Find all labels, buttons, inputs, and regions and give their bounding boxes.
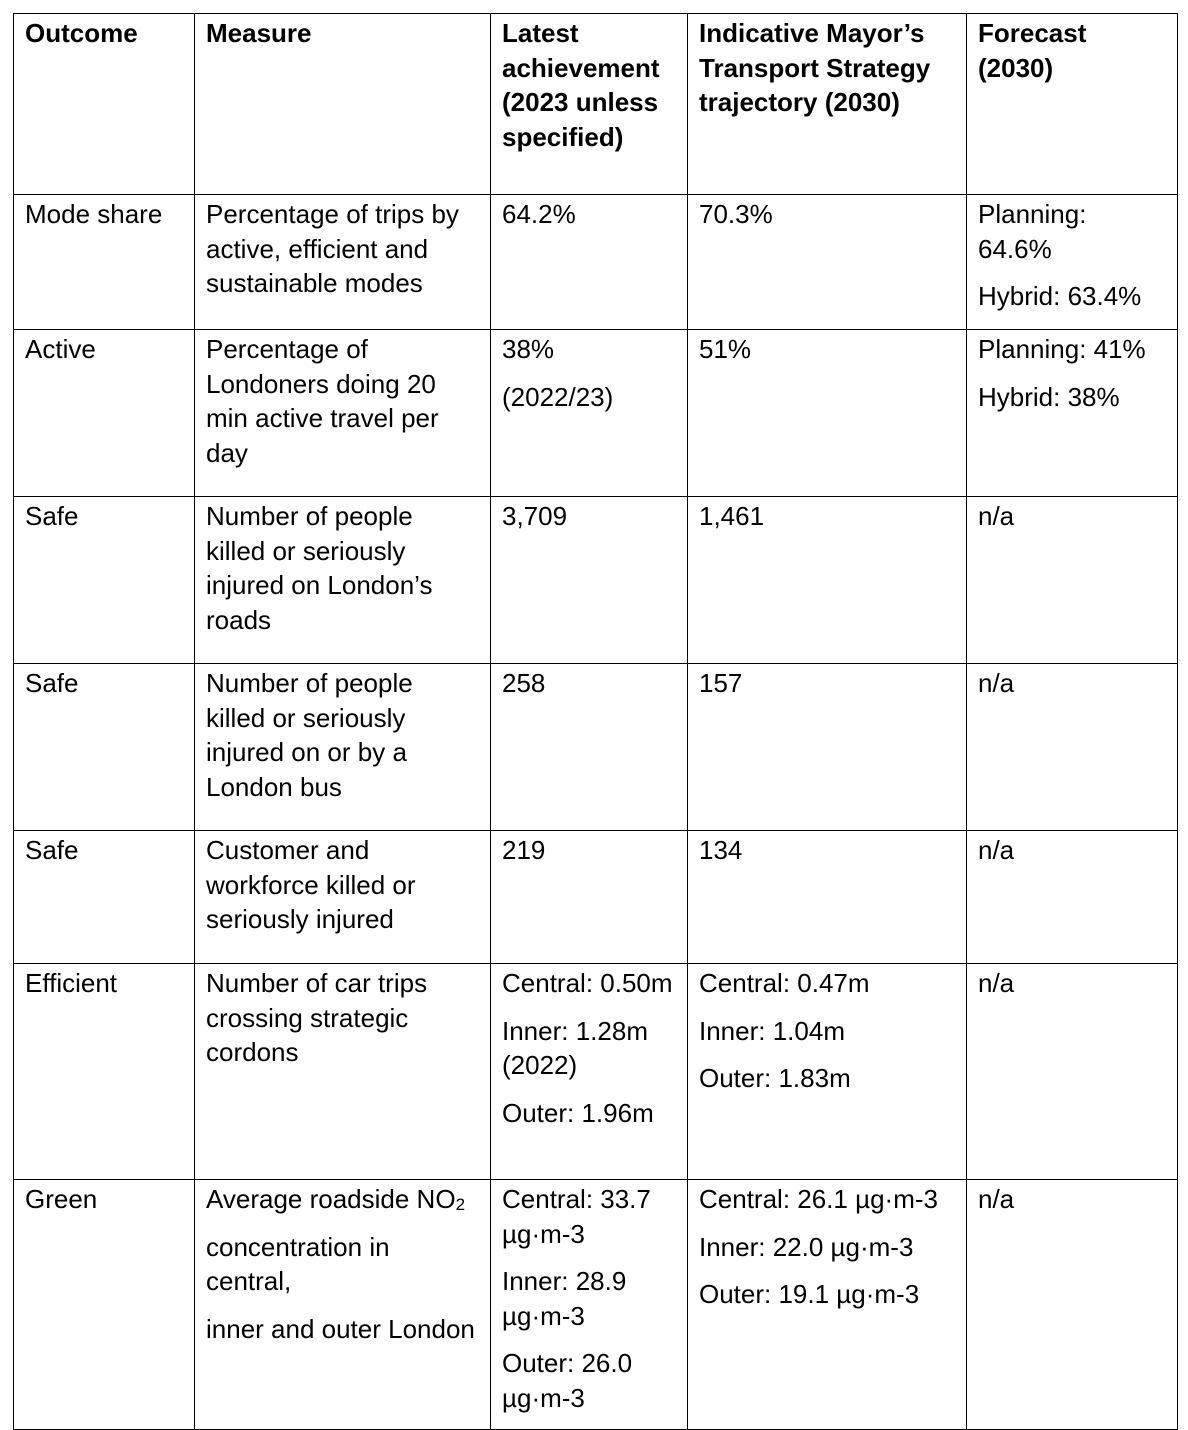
cell-measure: Percentage of Londoners doing 20 min active travel per day (195, 330, 491, 497)
cell-forecast: n/a (967, 1180, 1178, 1430)
cell-trajectory: 1,461 (688, 497, 967, 664)
cell-trajectory: 134 (688, 831, 967, 964)
table-row (14, 1180, 1178, 1430)
cell-forecast: n/a (967, 831, 1178, 964)
table-row (14, 195, 1178, 330)
cell-outcome: Safe (14, 664, 195, 831)
no2-label: Average roadside NO (206, 1184, 456, 1214)
cell-trajectory: 51% (688, 330, 967, 497)
cell-forecast: n/a (967, 497, 1178, 664)
cell-measure: Number of people killed or seriously injured on or by a London bus (195, 664, 491, 831)
cell-latest: Central: 0.50m Inner: 1.28m (2022) Outer: 1.96m (491, 964, 688, 1180)
header-outcome: Outcome (14, 14, 195, 195)
cell-trajectory: Central: 26.1 µg·m-3 Inner: 22.0 µg·m-3 Outer: 19.1 µg·m-3 (688, 1180, 967, 1430)
header-mts-trajectory: Indicative Mayor’s Transport Strategy trajectory (2030) (688, 14, 967, 195)
cell-outcome: Safe (14, 497, 195, 664)
cell-outcome: Efficient (14, 964, 195, 1180)
cell-forecast: Planning: 41% Hybrid: 38% (967, 330, 1178, 497)
cell-trajectory: 157 (688, 664, 967, 831)
cell-latest: Central: 33.7 µg·m-3 Inner: 28.9 µg·m-3 Outer: 26.0 µg·m-3 (491, 1180, 688, 1430)
header-forecast: Forecast (2030) (967, 14, 1178, 195)
cell-measure: Number of car trips crossing strategic cordons (195, 964, 491, 1180)
cell-latest: 3,709 (491, 497, 688, 664)
cell-outcome: Green (14, 1180, 195, 1430)
cell-forecast: n/a (967, 664, 1178, 831)
header-latest-achievement: Latest achievement (2023 unless specified) (491, 14, 688, 195)
cell-forecast: Planning: 64.6% Hybrid: 63.4% (967, 195, 1178, 330)
cell-latest: 219 (491, 831, 688, 964)
cell-outcome: Safe (14, 831, 195, 964)
cell-latest: 258 (491, 664, 688, 831)
cell-latest: 64.2% (491, 195, 688, 330)
cell-measure: Percentage of trips by active, efficient and sustainable modes (195, 195, 491, 330)
table-row (14, 964, 1178, 1180)
cell-outcome: Mode share (14, 195, 195, 330)
table-row (14, 831, 1178, 964)
no2-subscript: 2 (455, 1195, 466, 1214)
cell-trajectory: 70.3% (688, 195, 967, 330)
table-row (14, 330, 1178, 497)
table-header-row (14, 14, 1178, 195)
cell-measure: Average roadside $NO_2$ concentration in central, inner and outer London (195, 1180, 491, 1430)
cell-measure: Number of people killed or seriously injured on London’s roads (195, 497, 491, 664)
cell-forecast: n/a (967, 964, 1178, 1180)
table-row (14, 664, 1178, 831)
cell-trajectory: Central: 0.47m Inner: 1.04m Outer: 1.83m (688, 964, 967, 1180)
cell-outcome: Active (14, 330, 195, 497)
cell-measure: Customer and workforce killed or seriously injured (195, 831, 491, 964)
cell-latest: 38% (2022/23) (491, 330, 688, 497)
header-measure: Measure (195, 14, 491, 195)
outcomes-table (13, 13, 1178, 1430)
table-row (14, 497, 1178, 664)
